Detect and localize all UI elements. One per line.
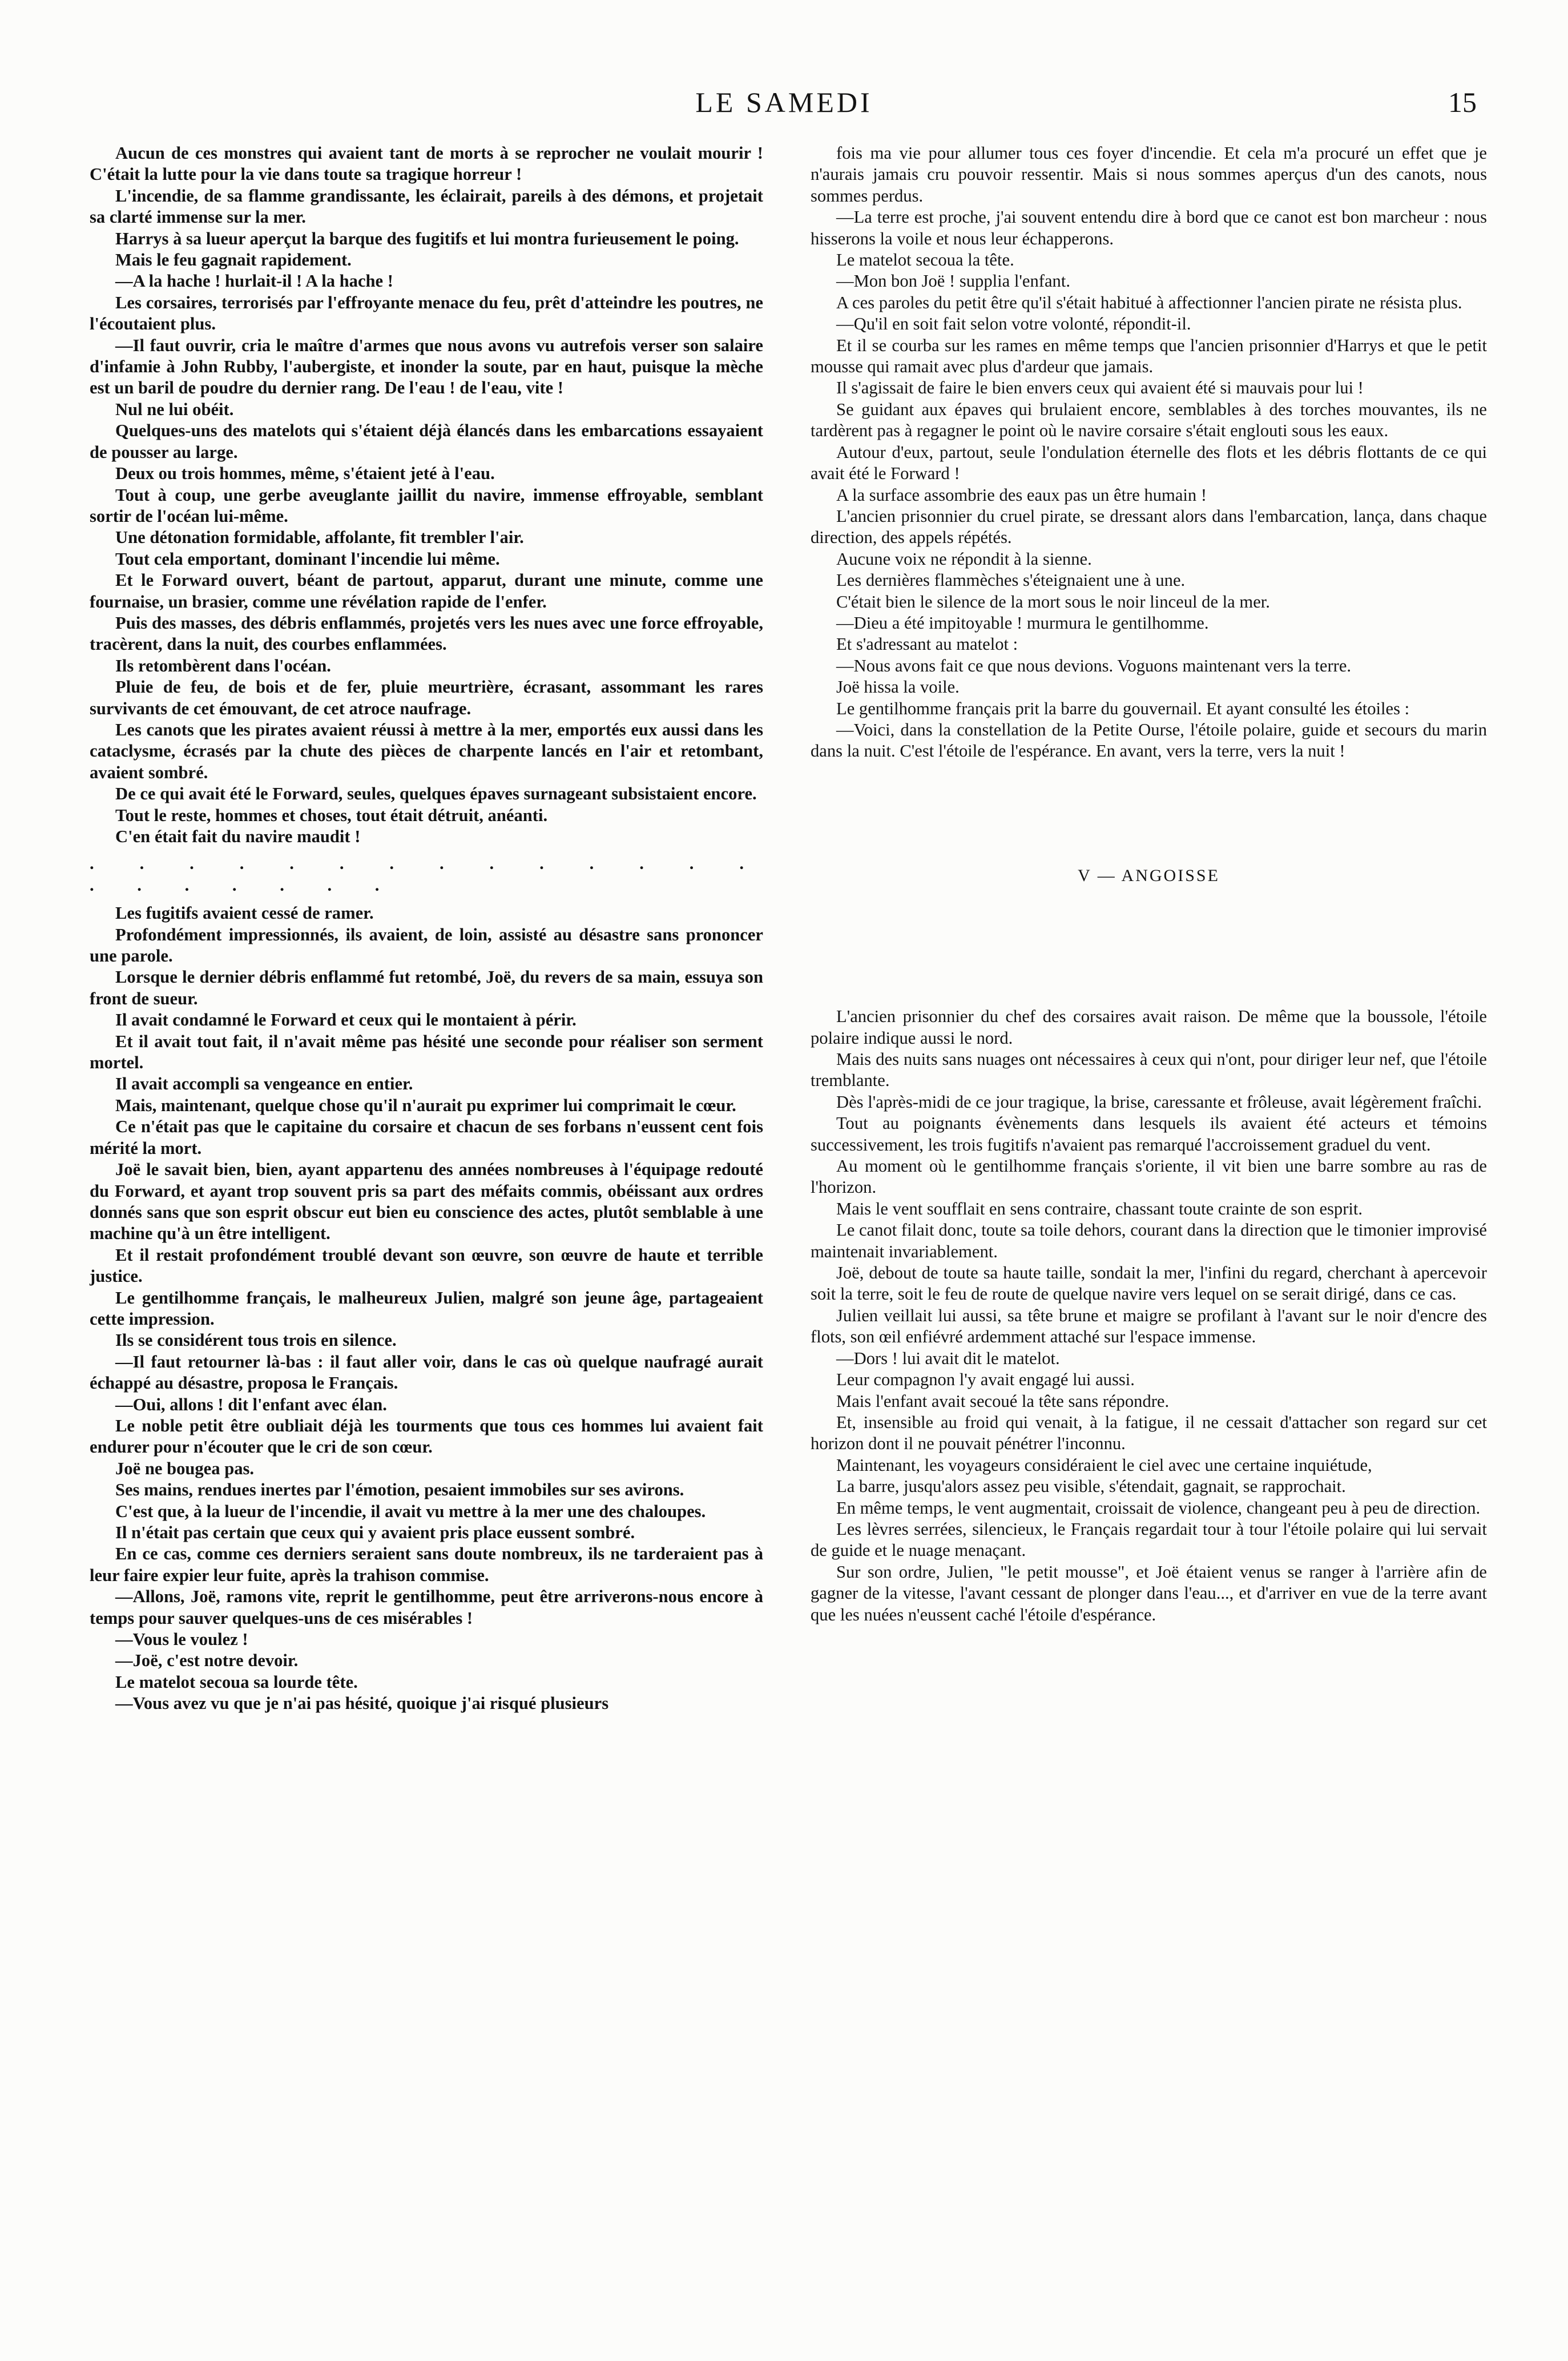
paragraph: Joë hissa la voile.: [836, 677, 960, 697]
paragraph: Julien veillait lui aussi, sa tête brune et maigre se profilant à l'avant sur le noir d'encre des flots, son œil enfiévré ardemment attaché sur l'espace immense.: [811, 1305, 1487, 1347]
paragraph: Tout à coup, une gerbe aveuglante jaillit du navire, immense effroyable, semblant sortir de l'océan lui-même.: [90, 485, 763, 526]
paragraph: Mais le feu gagnait rapidement.: [115, 250, 352, 270]
paragraph: Et, insensible au froid qui venait, à la fatigue, il ne cessait d'attacher son regard sur cet horizon dont il ne pouvait pénétrer l'inconnu.: [811, 1412, 1487, 1454]
right-column-part-1: [811, 143, 1487, 762]
paragraph: Les corsaires, terrorisés par l'effroyante menace du feu, prêt d'atteindre les poutres, ne l'écoutaient plus.: [90, 292, 763, 334]
paragraph: —Nous avons fait ce que nous devions. Voguons maintenant vers la terre.: [836, 655, 1352, 675]
paragraph: Profondément impressionnés, ils avaient, de loin, assisté au désastre sans prononcer une parole.: [90, 924, 763, 966]
paragraph: Tout au poignants évènements dans lesquels ils avaient été acteurs et témoins successivement, les trois fugitifs n'avaient pas remarqué l'accroissement graduel du vent.: [811, 1113, 1487, 1155]
paragraph: En même temps, le vent augmentait, croissait de violence, changeant peu à peu de direction.: [836, 1498, 1481, 1518]
paragraph: Une détonation formidable, affolante, fit trembler l'air.: [115, 528, 524, 548]
paragraph: A ces paroles du petit être qu'il s'était habitué à affectionner l'ancien pirate ne résista plus.: [836, 292, 1462, 312]
paragraph: —Dors ! lui avait dit le matelot.: [836, 1348, 1060, 1368]
paragraph: Deux ou trois hommes, même, s'étaient jeté à l'eau.: [115, 464, 495, 484]
section-separator-dots: . . . . . . . . . . . . . . . . . . . . .: [90, 854, 763, 895]
paragraph: C'en était fait du navire maudit !: [115, 827, 361, 846]
paragraph: Les dernières flammèches s'éteignaient une à une.: [836, 570, 1186, 590]
paragraph: C'était bien le silence de la mort sous le noir linceul de la mer.: [836, 592, 1270, 612]
paragraph: De ce qui avait été le Forward, seules, quelques épaves surnageant subsistaient encore.: [115, 784, 757, 804]
paragraph: C'est que, à la lueur de l'incendie, il avait vu mettre à la mer une des chaloupes.: [115, 1501, 706, 1521]
paragraph: Et s'adressant au matelot :: [836, 634, 1018, 654]
paragraph: fois ma vie pour allumer tous ces foyer d'incendie. Et cela m'a procuré un effet que je n'aurais jamais cru pouvoir ressentir. Mais si nous sommes aperçus d'un des canots, nous sommes perdus.: [811, 143, 1487, 206]
paragraph: —Allons, Joë, ramons vite, reprit le gentilhomme, peut être arriverons-nous encore à temps pour sauver quelques-uns de ces misérables !: [90, 1587, 763, 1628]
paragraph: Mais l'enfant avait secoué la tête sans répondre.: [836, 1391, 1170, 1411]
paragraph: En ce cas, comme ces derniers seraient sans doute nombreux, ils ne tarderaient pas à leur faire expier leur fuite, après la trahison commise.: [90, 1544, 763, 1585]
paragraph: Et il avait tout fait, il n'avait même pas hésité une seconde pour réaliser son serment mortel.: [90, 1031, 763, 1073]
right-column-part-2: [811, 1006, 1487, 1626]
right-column: [811, 143, 1487, 1626]
paragraph: Sur son ordre, Julien, "le petit mousse", et Joë étaient venus se ranger à l'arrière afin de gagner de la vitesse, l'avant cessant de plonger dans l'eau..., et d'arriver en vue de la terre avant que les nuées n'eussent caché l'étoile d'espérance.: [811, 1562, 1487, 1624]
paragraph: Mais, maintenant, quelque chose qu'il n'aurait pu exprimer lui comprimait le cœur.: [115, 1095, 736, 1115]
paragraph: Harrys à sa lueur aperçut la barque des fugitifs et lui montra furieusement le poing.: [115, 228, 739, 248]
paragraph: Le canot filait donc, toute sa toile dehors, courant dans la direction que le timonier improvisé maintenait invariablement.: [811, 1220, 1487, 1261]
paragraph: Aucune voix ne répondit à la sienne.: [836, 549, 1092, 569]
paragraph: Au moment où le gentilhomme français s'oriente, il vit bien une barre sombre au ras de l'horizon.: [811, 1156, 1487, 1197]
paragraph: Et il se courba sur les rames en même temps que l'ancien prisonnier d'Harrys et que le petit mousse qui ramait avec plus d'ardeur que jamais.: [811, 335, 1487, 377]
page-number: 15: [1448, 86, 1477, 118]
chapter-heading: V — ANGOISSE: [1078, 866, 1220, 885]
paragraph: Il avait condamné le Forward et ceux qui le montaient à périr.: [115, 1010, 577, 1030]
paragraph: —Vous avez vu que je n'ai pas hésité, quoique j'ai risqué plusieurs: [115, 1694, 609, 1714]
paragraph: La barre, jusqu'alors assez peu visible, s'étendait, gagnait, se rapprochait.: [836, 1477, 1346, 1497]
paragraph: Joë ne bougea pas.: [115, 1458, 255, 1478]
paragraph: Ils se considérent tous trois en silence.: [115, 1330, 397, 1350]
paragraph: Il s'agissait de faire le bien envers ceux qui avaient été si mauvais pour lui !: [836, 378, 1364, 398]
paragraph: L'ancien prisonnier du chef des corsaires avait raison. De même que la boussole, l'étoile polaire indique aussi le nord.: [811, 1007, 1487, 1048]
paragraph: Ses mains, rendues inertes par l'émotion, pesaient immobiles sur ses avirons.: [115, 1480, 684, 1500]
paragraph: Mais des nuits sans nuages ont nécessaires à ceux qui n'ont, pour diriger leur nef, que l'étoile tremblante.: [811, 1049, 1487, 1091]
paragraph: Quelques-uns des matelots qui s'étaient déjà élancés dans les embarcations essayaient de pousser au large.: [90, 421, 763, 462]
paragraph: Le gentilhomme français prit la barre du gouvernail. Et ayant consulté les étoiles :: [836, 698, 1410, 718]
paragraph: Les canots que les pirates avaient réussi à mettre à la mer, emportés eux aussi dans les cataclysme, écrasés par la chute des pièces de charpente lancés en l'air et retombant, avaient sombré.: [90, 719, 763, 782]
paragraph: Nul ne lui obéit.: [115, 399, 234, 419]
paragraph: L'incendie, de sa flamme grandissante, les éclairait, pareils à des démons, et projetait sa clarté immense sur la mer.: [90, 186, 763, 227]
paragraph: —La terre est proche, j'ai souvent entendu dire à bord que ce canot est bon marcheur : nous hisserons la voile et nous leur échapperons.: [811, 207, 1487, 248]
paragraph: —Vous le voulez !: [115, 1630, 248, 1650]
paragraph: —Joë, c'est notre devoir.: [115, 1651, 299, 1671]
left-column-part-1: [90, 143, 763, 847]
paragraph: —Mon bon Joë ! supplia l'enfant.: [836, 271, 1070, 291]
paragraph: Les lèvres serrées, silencieux, le Français regardait tour à tour l'étoile polaire qui lui servait de guide et le nuage menaçant.: [811, 1519, 1487, 1560]
paragraph: —Qu'il en soit fait selon votre volonté, répondit-il.: [836, 314, 1191, 334]
paragraph: Le matelot secoua la tête.: [836, 250, 1014, 270]
journal-title: LE SAMEDI: [695, 86, 873, 118]
paragraph: Tout le reste, hommes et choses, tout était détruit, anéanti.: [115, 805, 548, 825]
paragraph: Pluie de feu, de bois et de fer, pluie meurtrière, écrasant, assommant les rares survivants de cet émouvant, de cet atroce naufrage.: [90, 677, 763, 718]
paragraph: Joë le savait bien, bien, ayant appartenu des années nombreuses à l'équipage redouté du Forward, et ayant trop souvent pris sa part des méfaits commis, obéissant aux ordres donnés sans que son esprit obscur eut bien eu conscience des actes, plutôt semblable à une machine qu'à un être intelligent.: [90, 1160, 763, 1244]
paragraph: —Il faut retourner là-bas : il faut aller voir, dans le cas où quelque naufragé aurait échappé au désastre, proposa le Français.: [90, 1352, 763, 1393]
paragraph: Le noble petit être oubliait déjà les tourments que tous ces hommes lui avaient fait endurer pour n'écouter que le cri de son cœur.: [90, 1415, 763, 1457]
paragraph: Le matelot secoua sa lourde tête.: [115, 1672, 358, 1692]
paragraph: Tout cela emportant, dominant l'incendie lui même.: [115, 549, 500, 569]
left-column-part-2: [90, 903, 763, 1714]
paragraph: Les fugitifs avaient cessé de ramer.: [115, 903, 374, 923]
paragraph: —Il faut ouvrir, cria le maître d'armes que nous avons vu autrefois verser son salaire d'infamie à John Rubby, l'aubergiste, et inonder la soute, par en haut, puisque la mèche est un baril de poudre du dernier rang. De l'eau ! de l'eau, vite !: [90, 335, 763, 398]
paragraph: Mais le vent soufflait en sens contraire, chassant toute crainte de son esprit.: [836, 1198, 1363, 1218]
paragraph: Autour d'eux, partout, seule l'ondulation éternelle des flots et les débris flottants de ce qui avait été le Forward !: [811, 442, 1487, 484]
paragraph: Ce n'était pas que le capitaine du corsaire et chacun de ses forbans n'eussent cent fois mérité la mort.: [90, 1117, 763, 1158]
paragraph: Se guidant aux épaves qui brulaient encore, semblables à des torches mouvantes, ils ne tardèrent pas à regagner le point où le navire corsaire s'était englouti sous les eaux.: [811, 399, 1487, 441]
paragraph: A la surface assombrie des eaux pas un être humain !: [836, 485, 1207, 505]
paragraph: Et le Forward ouvert, béant de partout, apparut, durant une minute, comme une fournaise, un brasier, comme une révélation rapide de l'enfer.: [90, 570, 763, 612]
paragraph: Il avait accompli sa vengeance en entier.: [115, 1074, 413, 1094]
paragraph: —Voici, dans la constellation de la Petite Ourse, l'étoile polaire, guide et secours du marin dans la nuit. C'est l'étoile de l'espérance. En avant, vers la terre, vers la nuit !: [811, 719, 1487, 761]
paragraph: Ils retombèrent dans l'océan.: [115, 655, 331, 675]
paragraph: Joë, debout de toute sa haute taille, sondait la mer, l'infini du regard, cherchant à apercevoir soit la terre, soit le feu de route de quelque navire vers lequel on se serait dirigé, dans ce cas.: [811, 1263, 1487, 1304]
paragraph: Et il restait profondément troublé devant son œuvre, son œuvre de haute et terrible justice.: [90, 1245, 763, 1286]
paragraph: Il n'était pas certain que ceux qui y avaient pris place eussent sombré.: [115, 1523, 635, 1542]
paragraph: Le gentilhomme français, le malheureux Julien, malgré son jeune âge, partageaient cette impression.: [90, 1288, 763, 1329]
left-column: [90, 143, 763, 1715]
paragraph: Leur compagnon l'y avait engagé lui aussi.: [836, 1370, 1135, 1390]
paragraph: Maintenant, les voyageurs considéraient le ciel avec une certaine inquiétude,: [836, 1455, 1372, 1475]
paragraph: Puis des masses, des débris enflammés, projetés vers les nues avec une force effroyable, tracèrent, dans la nuit, des courbes enflammées.: [90, 613, 763, 654]
paragraph: Lorsque le dernier débris enflammé fut retombé, Joë, du revers de sa main, essuya son front de sueur.: [90, 967, 763, 1008]
paragraph: L'ancien prisonnier du cruel pirate, se dressant alors dans l'embarcation, lança, dans chaque direction, des appels répétés.: [811, 506, 1487, 548]
paragraph: —A la hache ! hurlait-il ! A la hache !: [115, 271, 393, 291]
paragraph: —Oui, allons ! dit l'enfant avec élan.: [115, 1394, 387, 1414]
paragraph: —Dieu a été impitoyable ! murmura le gentilhomme.: [836, 613, 1209, 633]
paragraph: Dès l'après-midi de ce jour tragique, la brise, caressante et frôleuse, avait légèrement fraîchi.: [836, 1092, 1482, 1112]
paragraph: Aucun de ces monstres qui avaient tant de morts à se reprocher ne voulait mourir ! C'était la lutte pour la vie dans toute sa tragique horreur !: [90, 143, 763, 184]
page-header: [91, 86, 1477, 126]
